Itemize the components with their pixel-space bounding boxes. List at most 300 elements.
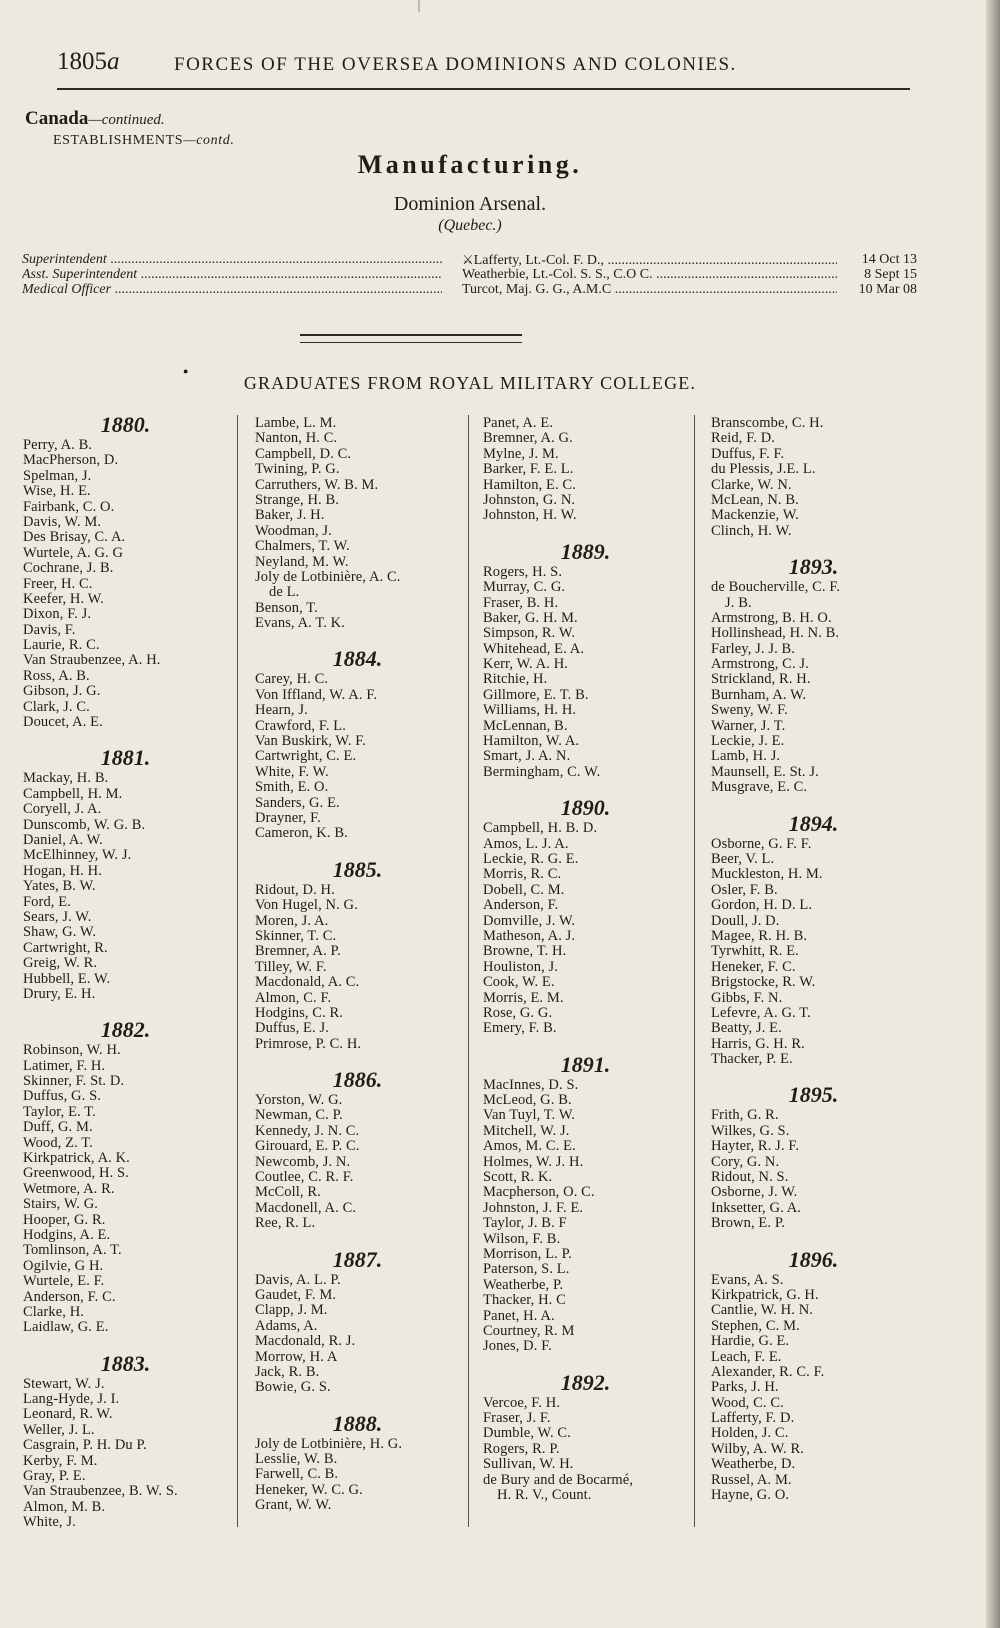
graduate-entry: Vercoe, F. H. (483, 1394, 561, 1411)
graduate-entry: Benson, T. (255, 599, 318, 616)
graduate-entry: Mylne, J. M. (483, 445, 559, 462)
graduate-entry: Muckleston, H. M. (711, 866, 823, 883)
graduate-entry: Morrison, L. P. (483, 1245, 572, 1262)
graduate-entry: Doucet, A. E. (23, 714, 103, 731)
graduates-column-4 (711, 416, 916, 1503)
header-rule (57, 88, 910, 90)
graduate-entry: Evans, A. S. (711, 1271, 784, 1288)
graduate-entry: Hollinshead, H. N. B. (711, 625, 840, 642)
graduate-entry: Duffus, E. J. (255, 1020, 329, 1037)
graduate-entry: Mackenzie, W. (711, 507, 799, 524)
graduate-entry: Houliston, J. (483, 958, 559, 975)
graduate-entry: Cartwright, C. E. (255, 748, 357, 765)
graduate-entry: Panet, H. A. (483, 1307, 555, 1324)
graduate-entry: Johnston, J. F. E. (483, 1199, 584, 1216)
graduate-entry: Ree, R. L. (255, 1215, 316, 1232)
graduate-entry: Kirkpatrick, A. K. (23, 1150, 130, 1167)
graduate-entry: Jack, R. B. (255, 1363, 320, 1380)
graduate-entry: McLean, N. B. (711, 491, 799, 508)
graduate-entry: Casgrain, P. H. Du P. (23, 1437, 147, 1454)
graduate-entry: Lefevre, A. G. T. (711, 1004, 811, 1021)
establishments-label: ESTABLISHMENTS (53, 133, 184, 148)
page-edge (986, 0, 1000, 1628)
graduate-entry: Weatherbe, D. (711, 1456, 796, 1473)
crossed-swords-icon: ⚔ (462, 252, 474, 267)
graduate-entry: Hubbell, E. W. (23, 970, 111, 987)
graduate-entry: Burnham, A. W. (711, 686, 807, 703)
graduate-entry: Barker, F. E. L. (483, 461, 574, 478)
graduate-entry: Beer, V. L. (711, 850, 775, 867)
graduate-entry: Murray, C. G. (483, 579, 566, 596)
column-divider (237, 415, 238, 1527)
graduate-entry: Emery, F. B. (483, 1020, 557, 1037)
graduate-entry: Tyrwhitt, R. E. (711, 943, 799, 960)
graduate-entry: Wise, H. E. (23, 483, 91, 500)
graduate-entry: Duffus, G. S. (23, 1088, 101, 1105)
graduate-entry: Scott, R. K. (483, 1169, 553, 1186)
graduate-entry: Spelman, J. (23, 467, 92, 484)
graduate-entry: Dixon, F. J. (23, 606, 92, 623)
graduate-entry: Keefer, H. W. (23, 590, 104, 607)
graduate-entry: Duffus, F. F. (711, 445, 785, 462)
graduate-entry: Shaw, G. W. (23, 924, 97, 941)
graduate-entry: Brown, E. P. (711, 1215, 786, 1232)
graduate-entry: Thacker, H. C (483, 1292, 566, 1309)
graduate-entry: Taylor, E. T. (23, 1103, 96, 1120)
page-mark (418, 0, 420, 12)
graduate-entry: de Bury and de Bocarmé, (483, 1471, 634, 1488)
graduate-entry: Bermingham, C. W. (483, 763, 601, 780)
graduate-entry: Cantlie, W. H. N. (711, 1302, 813, 1319)
graduate-entry: Sears, J. W. (23, 908, 92, 925)
graduate-entry: Weller, J. L. (23, 1421, 95, 1438)
graduate-entry: Jones, D. F. (483, 1338, 552, 1355)
graduate-entry: Heneker, W. C. G. (255, 1481, 363, 1498)
graduate-entry: Dobell, C. M. (483, 881, 565, 898)
graduate-entry: Davis, W. M. (23, 513, 102, 530)
graduate-entry: Browne, T. H. (483, 943, 567, 960)
graduate-entry: Duff, G. M. (23, 1119, 93, 1136)
graduate-entry: Hamilton, W. A. (483, 733, 580, 750)
graduate-entry: J. B. (725, 594, 752, 611)
graduate-entry: Wilson, F. B. (483, 1230, 561, 1247)
year-heading: 1882. (100, 1017, 151, 1043)
graduate-entry: Stairs, W. G. (23, 1196, 99, 1213)
graduate-entry: Laidlaw, G. E. (23, 1319, 109, 1336)
officer-name-text: Turcot, Maj. G. G., A.M.C (462, 282, 612, 297)
graduate-entry: Lesslie, W. B. (255, 1451, 338, 1468)
graduate-entry: Bremner, A. P. (255, 943, 341, 960)
graduate-entry: Hayne, G. O. (711, 1487, 790, 1504)
graduate-entry: Simpson, R. W. (483, 625, 576, 642)
graduate-entry: Lang-Hyde, J. I. (23, 1391, 120, 1408)
year-heading: 1893. (788, 554, 839, 580)
graduate-entry: Anderson, F. (483, 897, 559, 914)
graduate-entry: Clapp, J. M. (255, 1302, 328, 1319)
graduate-entry: Leonard, R. W. (23, 1406, 113, 1423)
graduate-entry: Girouard, E. P. C. (255, 1138, 360, 1155)
graduate-entry: Gray, P. E. (23, 1468, 86, 1485)
officers-list (22, 252, 917, 297)
graduate-entry: Russel, A. M. (711, 1471, 792, 1488)
graduate-entry: Tilley, W. F. (255, 958, 327, 975)
graduate-entry: Baker, J. H. (255, 507, 325, 524)
year-heading: 1885. (332, 856, 383, 882)
graduate-entry: Von Iffland, W. A. F. (255, 686, 378, 703)
graduate-entry: McLeod, G. B. (483, 1092, 572, 1109)
graduate-entry: Almon, M. B. (23, 1498, 106, 1515)
graduate-entry: de L. (269, 584, 300, 601)
graduate-entry: Adams, A. (255, 1317, 318, 1334)
graduate-entry: Amos, M. C. E. (483, 1138, 576, 1155)
graduate-entry: Bremner, A. G. (483, 430, 573, 447)
graduate-entry: Wood, Z. T. (23, 1134, 93, 1151)
graduate-entry: Beatty, J. E. (711, 1020, 782, 1037)
graduate-entry: Kerby, F. M. (23, 1452, 98, 1469)
year-heading: 1889. (560, 538, 611, 564)
column-divider (468, 415, 469, 1527)
graduate-entry: Leckie, J. E. (711, 733, 785, 750)
graduate-entry: Cameron, K. B. (255, 825, 348, 842)
year-heading: 1887. (332, 1246, 383, 1272)
graduate-entry: Williams, H. H. (483, 702, 577, 719)
graduate-entry: Chalmers, T. W. (255, 538, 350, 555)
graduate-entry: Cochrane, J. B. (23, 560, 114, 577)
graduate-entry: Clark, J. C. (23, 698, 90, 715)
officer-date: 14 Oct 13 (861, 252, 917, 267)
graduate-entry: Fraser, B. H. (483, 594, 559, 611)
graduate-entry: McElhinney, W. J. (23, 847, 132, 864)
graduate-entry: White, J. (23, 1514, 76, 1531)
graduate-entry: Brigstocke, R. W. (711, 974, 816, 991)
graduate-entry: MacInnes, D. S. (483, 1076, 579, 1093)
graduate-entry: Morrow, H. A (255, 1348, 338, 1365)
graduate-entry: Tomlinson, A. T. (23, 1242, 122, 1259)
section-location: (Quebec.) (438, 217, 502, 234)
graduate-entry: Hardie, G. E. (711, 1333, 790, 1350)
graduate-entry: Wilby, A. W. R. (711, 1440, 805, 1457)
graduate-entry: Lafferty, F. D. (711, 1410, 795, 1427)
graduate-entry: Morris, R. C. (483, 866, 562, 883)
year-heading: 1883. (100, 1350, 151, 1376)
graduate-entry: Fraser, J. F. (483, 1410, 551, 1427)
graduate-entry: Campbell, D. C. (255, 445, 352, 462)
graduate-entry: Joly de Lotbinière, H. G. (255, 1435, 403, 1452)
graduate-entry: Ridout, N. S. (711, 1169, 789, 1186)
establishments-heading (53, 133, 234, 149)
graduate-entry: Gordon, H. D. L. (711, 897, 813, 914)
graduate-entry: Rogers, R. P. (483, 1440, 560, 1457)
graduate-entry: Osborne, G. F. F. (711, 835, 812, 852)
graduate-entry: Musgrave, E. C. (711, 779, 808, 796)
graduate-entry: Wurtele, E. F. (23, 1273, 105, 1290)
officer-role: Medical Officer ..... (22, 282, 442, 297)
graduate-entry: Latimer, F. H. (23, 1057, 106, 1074)
graduate-entry: Skinner, F. St. D. (23, 1073, 125, 1090)
graduate-entry: Greenwood, H. S. (23, 1165, 129, 1182)
graduate-entry: Campbell, H. M. (23, 785, 123, 802)
graduate-entry: Strange, H. B. (255, 491, 339, 508)
year-heading: 1888. (332, 1410, 383, 1436)
graduate-entry: Kennedy, J. N. C. (255, 1122, 360, 1139)
graduate-entry: Wood, C. C. (711, 1394, 784, 1411)
graduate-entry: Osborne, J. W. (711, 1184, 798, 1201)
graduate-entry: Macdonell, A. C. (255, 1199, 357, 1216)
graduate-entry: Van Tuyl, T. W. (483, 1107, 576, 1124)
graduate-entry: Stephen, C. M. (711, 1317, 800, 1334)
year-heading: 1881. (100, 745, 151, 771)
page-number-suffix: a (107, 48, 120, 75)
year-heading: 1894. (788, 810, 839, 836)
page-number (57, 48, 120, 76)
graduate-entry: Kerr, W. A. H. (483, 656, 568, 673)
graduate-entry: Domville, J. W. (483, 912, 576, 929)
graduate-entry: Cartwright, R. (23, 939, 108, 956)
graduate-entry: Daniel, A. W. (23, 831, 103, 848)
graduate-entry: Carruthers, W. B. M. (255, 476, 379, 493)
graduates-column-3 (483, 416, 688, 1503)
graduate-entry: Panet, A. E. (483, 415, 554, 431)
graduate-entry: Gibson, J. G. (23, 683, 101, 700)
graduate-entry: Strickland, R. H. (711, 671, 811, 688)
graduate-entry: Mackay, H. B. (23, 770, 109, 787)
graduate-entry: Primrose, P. C. H. (255, 1035, 362, 1052)
country-continued: —continued. (88, 112, 165, 128)
graduate-entry: Gibbs, F. N. (711, 989, 783, 1006)
graduate-entry: Frith, G. R. (711, 1107, 779, 1124)
graduate-entry: Harris, G. H. R. (711, 1035, 805, 1052)
graduate-entry: Ross, A. B. (23, 667, 90, 684)
graduate-entry: Drayner, F. (255, 809, 321, 826)
graduate-entry: Alexander, R. C. F. (711, 1363, 825, 1380)
graduate-entry: Clarke, H. (23, 1303, 84, 1320)
graduate-entry: Hayter, R. J. F. (711, 1138, 800, 1155)
graduate-entry: Inksetter, G. A. (711, 1199, 802, 1216)
graduate-entry: Macpherson, O. C. (483, 1184, 595, 1201)
graduate-entry: Robinson, W. H. (23, 1042, 121, 1059)
graduate-entry: Crawford, F. L. (255, 717, 346, 734)
graduate-entry: Bowie, G. S. (255, 1379, 331, 1396)
graduate-entry: Sullivan, W. H. (483, 1456, 574, 1473)
graduate-entry: Farwell, C. B. (255, 1466, 339, 1483)
graduate-entry: Weatherbe, P. (483, 1276, 564, 1293)
running-title: FORCES OF THE OVERSEA DOMINIONS AND COLONIES. (174, 54, 737, 75)
graduate-entry: Wurtele, A. G. G (23, 544, 124, 561)
graduate-entry: Amos, L. J. A. (483, 835, 569, 852)
graduate-entry: Paterson, S. L. (483, 1261, 570, 1278)
graduate-entry: Carey, H. C. (255, 671, 329, 688)
graduate-entry: MacPherson, D. (23, 452, 119, 469)
graduate-entry: Taylor, J. B. F (483, 1215, 567, 1232)
officer-name-text: Lafferty, Lt.-Col. F. D., (473, 253, 604, 268)
graduate-entry: Leckie, R. G. E. (483, 850, 579, 867)
graduate-entry: Almon, C. F. (255, 989, 332, 1006)
page-number-digits: 1805 (57, 48, 107, 75)
graduate-entry: Newman, C. P. (255, 1107, 343, 1124)
double-rule (300, 334, 522, 343)
graduate-entry: Lamb, H. J. (711, 748, 781, 765)
officer-name (462, 252, 837, 268)
officer-name-text: Weatherbie, Lt.-Col. S. S., C.O C. (462, 267, 653, 282)
graduate-entry: Stewart, W. J. (23, 1375, 105, 1392)
graduate-entry: Branscombe, C. H. (711, 415, 824, 431)
graduate-entry: Hodgins, C. R. (255, 1004, 344, 1021)
graduate-entry: du Plessis, J.E. L. (711, 461, 816, 478)
graduate-entry: Campbell, H. B. D. (483, 820, 598, 837)
graduate-entry: Van Buskirk, W. F. (255, 733, 367, 750)
graduate-entry: Sanders, G. E. (255, 794, 340, 811)
graduate-entry: Freer, H. C. (23, 575, 93, 592)
graduate-entry: Davis, A. L. P. (255, 1271, 341, 1288)
graduate-entry: Davis, F. (23, 621, 76, 638)
graduate-entry: Anderson, F. C. (23, 1288, 116, 1305)
year-heading: 1880. (100, 412, 151, 437)
officer-role: Superintendent ..... (22, 252, 442, 267)
graduate-entry: Johnston, G. N. (483, 491, 576, 508)
graduate-entry: Parks, J. H. (711, 1379, 779, 1396)
graduate-entry: Hooper, G. R. (23, 1211, 106, 1228)
graduate-entry: Dunscomb, W. G. B. (23, 816, 146, 833)
graduate-entry: Cook, W. E. (483, 974, 555, 991)
officer-date: 10 Mar 08 (858, 282, 917, 297)
officer-row (22, 252, 917, 267)
officer-row (22, 282, 917, 297)
graduate-entry: Smith, E. O. (255, 779, 329, 796)
graduate-entry: H. R. V., Count. (497, 1487, 592, 1504)
graduate-entry: Maunsell, E. St. J. (711, 763, 819, 780)
graduate-entry: Des Brisay, C. A. (23, 529, 126, 546)
graduate-entry: Gaudet, F. M. (255, 1286, 337, 1303)
graduate-entry: Heneker, F. C. (711, 958, 796, 975)
graduate-entry: Courtney, R. M (483, 1322, 575, 1339)
graduate-entry: Macdonald, A. C. (255, 974, 360, 991)
officer-name (462, 267, 837, 282)
graduate-entry: Farley, J. J. B. (711, 640, 796, 657)
graduate-entry: Ritchie, H. (483, 671, 548, 688)
year-heading: 1884. (332, 646, 383, 672)
graduate-entry: Leach, F. E. (711, 1348, 782, 1365)
graduate-entry: Neyland, M. W. (255, 553, 349, 570)
graduate-entry: Rose, G. G. (483, 1004, 553, 1021)
officer-date: 8 Sept 15 (864, 267, 917, 282)
graduate-entry: Twining, P. G. (255, 461, 340, 478)
country-name: Canada (25, 108, 89, 129)
graduate-entry: Whitehead, E. A. (483, 640, 585, 657)
graduates-column-2 (255, 416, 460, 1514)
graduate-entry: Van Straubenzee, B. W. S. (23, 1483, 178, 1500)
graduate-entry: Gillmore, E. T. B. (483, 686, 589, 703)
graduate-entry: McColl, R. (255, 1184, 321, 1201)
graduate-entry: Holmes, W. J. H. (483, 1153, 584, 1170)
graduate-entry: Joly de Lotbinière, A. C. (255, 568, 401, 585)
graduate-entry: Van Straubenzee, A. H. (23, 652, 161, 669)
graduate-entry: Clarke, W. N. (711, 476, 792, 493)
year-heading: 1892. (560, 1369, 611, 1395)
graduate-entry: Johnston, H. W. (483, 507, 577, 524)
section-title: Manufacturing. (357, 150, 583, 179)
graduate-entry: Greig, W. R. (23, 955, 98, 972)
graduate-entry: Macdonald, R. J. (255, 1333, 356, 1350)
graduate-entry: Wilkes, G. S. (711, 1122, 790, 1139)
graduate-entry: Coutlee, C. R. F. (255, 1169, 354, 1186)
officer-role: Asst. Superintendent ..... (22, 267, 442, 282)
graduate-entry: Armstrong, B. H. O. (711, 609, 832, 626)
graduate-entry: McLennan, B. (483, 717, 568, 734)
year-heading: 1896. (788, 1246, 839, 1272)
graduate-entry: Fairbank, C. O. (23, 498, 115, 515)
graduate-entry: Morris, E. M. (483, 989, 564, 1006)
graduate-entry: Coryell, J. A. (23, 801, 102, 818)
graduate-entry: Lambe, L. M. (255, 415, 337, 431)
graduate-entry: Drury, E. H. (23, 985, 96, 1002)
graduate-entry: Cory, G. N. (711, 1153, 780, 1170)
graduate-entry: Warner, J. T. (711, 717, 786, 734)
graduate-entry: Grant, W. W. (255, 1497, 332, 1514)
graduate-entry: Skinner, T. C. (255, 927, 337, 944)
graduates-column-1 (23, 412, 228, 1531)
establishments-continued: —contd. (183, 133, 235, 148)
graduate-entry: Laurie, R. C. (23, 637, 100, 654)
graduate-entry: Hearn, J. (255, 702, 308, 719)
graduate-entry: Doull, J. D. (711, 912, 780, 929)
section-subtitle: Dominion Arsenal. (393, 193, 547, 215)
graduate-entry: Mitchell, W. J. (483, 1122, 570, 1139)
graduate-entry: Armstrong, C. J. (711, 656, 809, 673)
year-heading: 1886. (332, 1067, 383, 1093)
officer-name (462, 282, 837, 297)
graduate-entry: Hamilton, E. C. (483, 476, 576, 493)
graduate-entry: Rogers, H. S. (483, 563, 563, 580)
graduate-entry: Evans, A. T. K. (255, 615, 345, 632)
graduate-entry: de Boucherville, C. F. (711, 579, 841, 596)
graduate-entry: Ogilvie, G H. (23, 1257, 104, 1274)
graduate-entry: Nanton, H. C. (255, 430, 338, 447)
officer-row (22, 267, 917, 282)
country-heading (25, 108, 165, 130)
graduate-entry: Ridout, D. H. (255, 881, 335, 898)
graduate-entry: Hodgins, A. E. (23, 1226, 111, 1243)
graduate-entry: Reid, F. D. (711, 430, 775, 447)
graduate-entry: Perry, A. B. (23, 437, 93, 453)
graduate-entry: Matheson, A. J. (483, 927, 576, 944)
graduate-entry: Baker, G. H. M. (483, 609, 578, 626)
graduate-entry: Wetmore, A. R. (23, 1180, 115, 1197)
graduate-entry: Thacker, P. E. (711, 1051, 793, 1068)
graduate-entry: Smart, J. A. N. (483, 748, 571, 765)
graduate-entry: Osler, F. B. (711, 881, 778, 898)
year-heading: 1895. (788, 1082, 839, 1108)
graduate-entry: Magee, R. H. B. (711, 927, 808, 944)
graduate-entry: Sweny, W. F. (711, 702, 788, 719)
graduate-entry: Ford, E. (23, 893, 71, 910)
graduate-entry: Newcomb, J. N. (255, 1153, 351, 1170)
graduate-entry: Hogan, H. H. (23, 862, 102, 879)
graduate-entry: Clinch, H. W. (711, 522, 792, 539)
graduate-entry: Dumble, W. C. (483, 1425, 571, 1442)
graduate-entry: Moren, J. A. (255, 912, 329, 929)
graduate-entry: Holden, J. C. (711, 1425, 789, 1442)
graduate-entry: White, F. W. (255, 763, 329, 780)
year-heading: 1890. (560, 795, 611, 821)
bullet-mark: ● (183, 366, 189, 376)
year-heading: 1891. (560, 1051, 611, 1077)
column-divider (694, 415, 695, 1527)
graduate-entry: Yorston, W. G. (255, 1092, 343, 1109)
graduate-entry: Yates, B. W. (23, 878, 96, 895)
graduate-entry: Von Hugel, N. G. (255, 897, 358, 914)
graduate-entry: Kirkpatrick, G. H. (711, 1286, 819, 1303)
graduate-entry: Woodman, J. (255, 522, 332, 539)
